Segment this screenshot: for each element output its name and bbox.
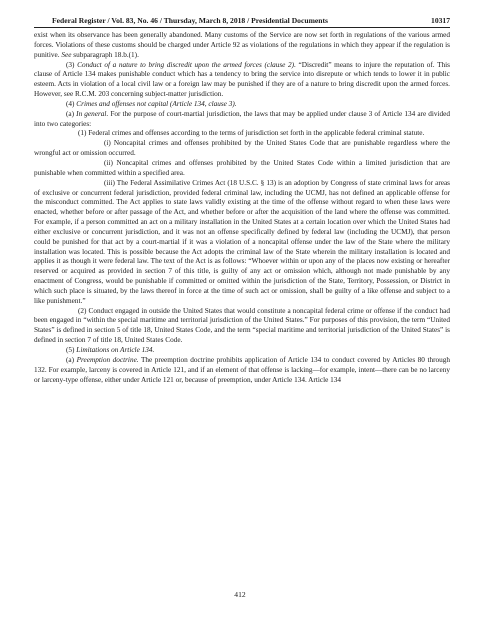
page-footer-number: 412 — [234, 590, 246, 599]
paragraph — [34, 356, 450, 386]
document-body — [34, 31, 450, 385]
italic-text: In general. — [76, 109, 109, 118]
header-page-number: 10317 — [431, 16, 450, 25]
paragraph — [34, 179, 450, 307]
italic-text: Crimes and offenses not capital (Article 134, clause 3). — [76, 99, 237, 108]
text-run: (4) — [66, 99, 77, 108]
text-run: “Discredit” means to injure the reputation of. This clause of Article 134 makes punishable conduct which has a tendency to bring the service into disrepute or which tends to lower it in public esteem. Acts in violation of a local civil law or a foreign law may be punished if they are of a nature to bring discredit upon the armed forces. However, see R.C.M. 203 concerning subject-matter jurisdiction. — [34, 60, 450, 99]
paragraph — [34, 159, 450, 179]
italic-text: Preemption doctrine. — [76, 355, 139, 364]
text-run: (1) Federal crimes and offenses according to the terms of jurisdiction set forth in the applicable federal criminal statute. — [78, 129, 425, 138]
paragraph — [34, 110, 450, 130]
header-title: Federal Register / Vol. 83, No. 46 / Thursday, March 8, 2018 / Presidential Documents — [52, 16, 328, 25]
italic-text: Limitations on Article 134. — [76, 346, 155, 354]
paragraph — [34, 139, 450, 159]
text-run: (5) — [66, 346, 77, 354]
text-run: (a) — [66, 355, 77, 364]
text-run: subparagraph 18.b.(1). — [71, 50, 139, 59]
text-run: (ii) Noncapital crimes and offenses prohibited by the United States Code within a limited jurisdiction that are punishable when committed within a specified area. — [34, 158, 450, 177]
italic-text: See — [61, 50, 72, 59]
text-run: (3) — [66, 60, 78, 69]
text-run: (2) Conduct engaged in outside the United States that would constitute a noncapital federal crime or offense if the conduct had been engaged in “within the special maritime and territorial jurisdiction of the United States.” For purposes of this provision, the term “United States” is defined in section 5 of title 18, United States Code, and the term “special maritime and territorial jurisdiction of the United States” is defined in section 7 of title 18, United States Code. — [34, 306, 450, 345]
text-run: (a) — [66, 109, 77, 118]
text-run: The preemption doctrine prohibits application of Article 134 to conduct covered by Articles 80 through 132. For example, larceny is covered in Article 121, and if an element of that offense is lacking—for example, intent—there can be no larceny or larceny-type offense, either under Article 121 or, because of preemption, under Article 134. Article 134 — [34, 355, 450, 384]
paragraph — [34, 31, 450, 61]
paragraph — [34, 100, 450, 110]
paragraph — [34, 307, 450, 346]
running-header — [34, 16, 450, 28]
paragraph — [34, 129, 450, 139]
paragraph — [34, 61, 450, 100]
text-run: For the purpose of court-martial jurisdiction, the laws that may be applied under clause 3 of Article 134 are divided into two categories: — [34, 109, 451, 128]
text-run: (i) Noncapital crimes and offenses prohibited by the United States Code that are punishable regardless where the wrongful act or omission occurred. — [34, 139, 450, 158]
text-run: (iii) The Federal Assimilative Crimes Act (18 U.S.C. § 13) is an adoption by Congress of state criminal laws for areas of exclusive or concurrent federal jurisdiction, provided federal criminal law, including the UCMJ, has not defined an applicable offense for the misconduct committed. The Act applies to state laws validly existing at the time of the offense without regard to when these laws were enacted, whether before or after passage of the Act, and whether before or after the acquisition of the land where the offense was committed. For example, if a person committed an act on a military installation in the United States at a certain location over which the United States had either exclusive or concurrent jurisdiction, and it was not an offense specifically defined by federal law (including the UCMJ), that person could be punished for that act by a court-martial if it was a violation of a noncapital offense under the law of the State where the military installation was located. This is possible because the Act adopts the criminal law of the State wherein the military installation is located and applies it as though it were federal law. The text of the Act is as follows: “Whoever within or upon any of the places now existing or hereafter reserved or acquired as provided in section 7 of this title, is guilty of any act or omission which, although not made punishable by any enactment of Congress, would be punishable if committed or omitted within the jurisdiction of the State, Territory, Possession, or District in which such place is situated, by the laws thereof in force at the time of such act or omission, shall be guilty of a like offense and subject to a like punishment.” — [34, 178, 450, 305]
italic-text: Conduct of a nature to bring discredit upon the armed forces (clause 2). — [77, 60, 296, 69]
text-run: exist when its observance has been generally abandoned. Many customs of the Service are now set forth in regulations of the various armed forces. Violations of these customs should be charged under Article 92 as violations of the regulations in which they appear if the regulation is punitive. — [34, 31, 450, 59]
paragraph — [34, 346, 450, 356]
